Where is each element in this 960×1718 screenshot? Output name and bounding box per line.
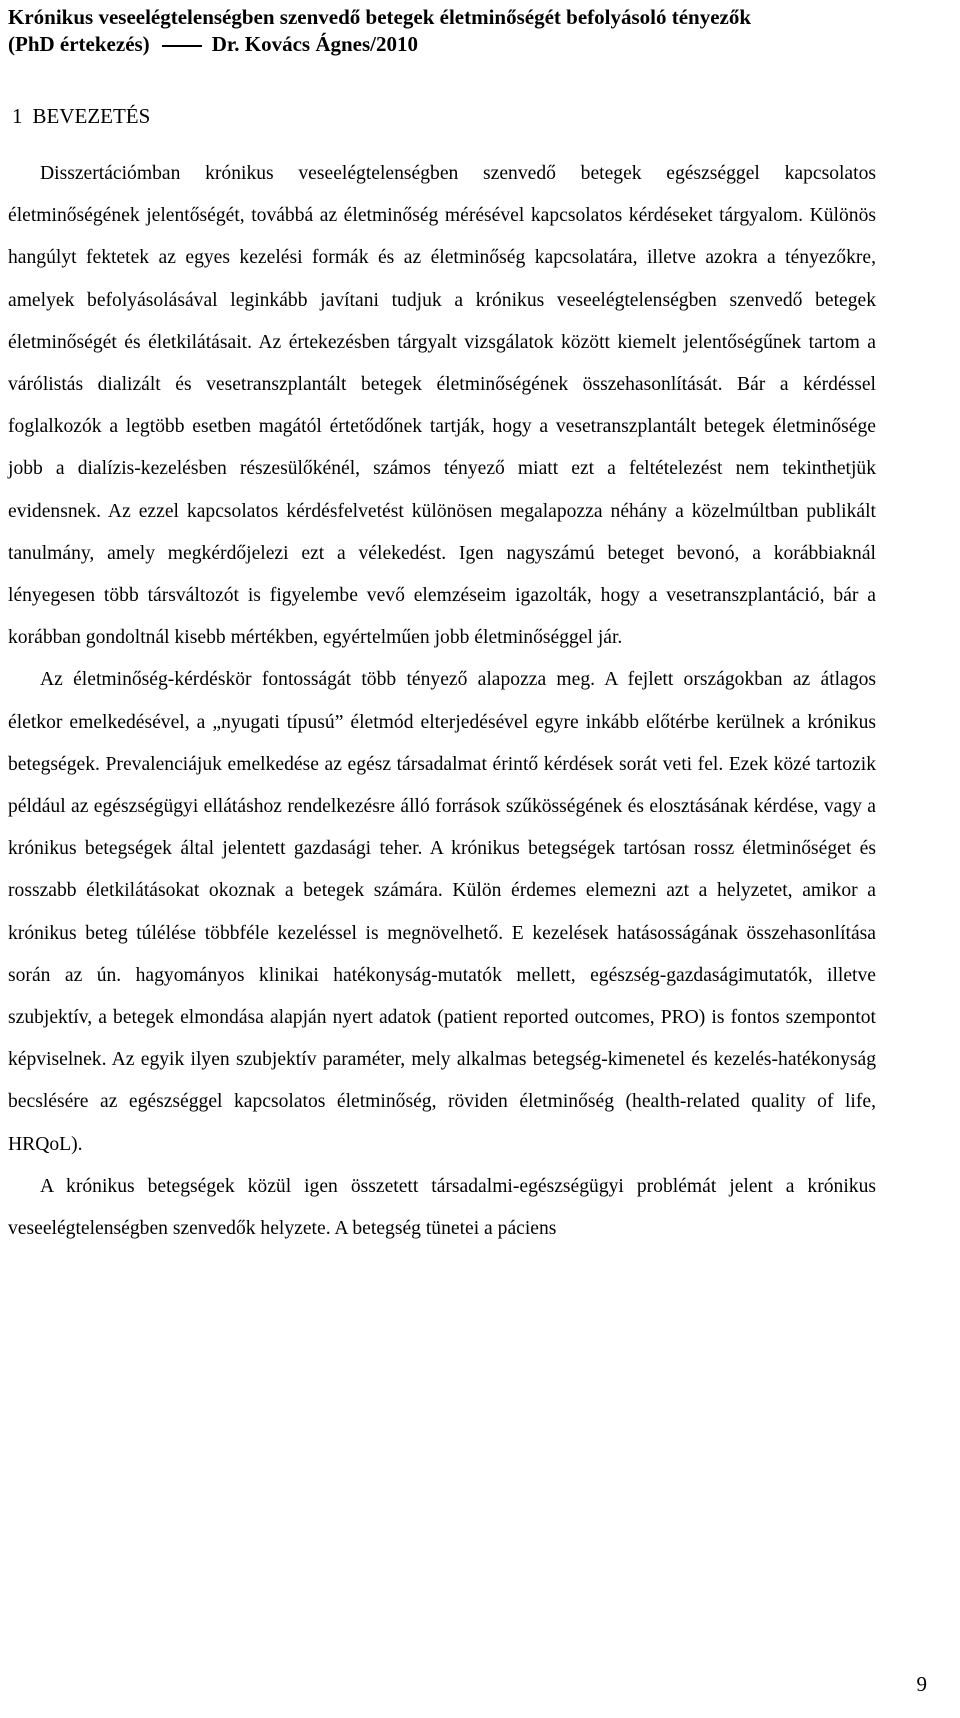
- title-line-2: [8, 31, 876, 58]
- section-title: BEVEZETÉS: [32, 104, 151, 128]
- paragraph-3: A krónikus betegségek közül igen összetett társadalmi-egészségügyi problémát jelent a krónikus veseelégtelenségben szenvedők helyzete. A betegség tünetei a páciens: [8, 1175, 876, 1240]
- page-number: 9: [916, 1672, 927, 1696]
- document-title: [8, 4, 876, 58]
- paragraph-2: Az életminőség-kérdéskör fontosságát több tényező alapozza meg. A fejlett országokban az átlagos életkor emelkedésével, a „nyugati típusú” életmód elterjedésével egyre inkább előtérbe kerülnek a krónikus betegségek. Prevalenciájuk emelkedése az egész társadalmat érintő kérdések sorát veti fel. Ezek közé tartozik például az egészségügyi ellátáshoz rendelkezésre álló források szűkösségének és elosztásának kérdése, vagy a krónikus betegségek által jelentett gazdasági teher. A krónikus betegségek tartósan rossz életminőséget és rosszabb életkilátásokat okoznak a betegek számára. Külön érdemes elemezni azt a helyzetet, amikor a krónikus beteg túlélése többféle kezeléssel is megnövelhető. E kezelések hatásosságának összehasonlítása során az ún. hagyományos klinikai hatékonyság-mutatók mellett, egészség-gazdaságimutatók, illetve szubjektív, a betegek elmondása alapján nyert adatok (patient reported outcomes, PRO) is fontos szempontot képviselnek. Az egyik ilyen szubjektív paraméter, mely alkalmas betegség-kimenetel és kezelés-hatékonyság becslésére az egészséggel kapcsolatos életminőség, röviden életminőség (health-related quality of life, HRQoL).: [8, 669, 876, 1155]
- section-heading: [12, 102, 876, 130]
- title-line-1: Krónikus veseelégtelenségben szenvedő betegek életminőségét befolyásoló tényezők: [8, 5, 752, 29]
- paragraph-1: Disszertációmban krónikus veseelégtelenségben szenvedő betegek egészséggel kapcsolatos életminőségének jelentőségét, továbbá az életminőség mérésével kapcsolatos kérdéseket tárgyalom. Különös hangúlyt fektetek az egyes kezelési formák és az életminőség kapcsolatára, illetve azokra a tényezőkre, amelyek befolyásolásával leginkább javítani tudjuk a krónikus veseelégtelenségben szenvedő betegek életminőségét és életkilátásait. Az értekezésben tárgyalt vizsgálatok között kiemelt jelentőségűnek tartom a várólistás dializált és vesetranszplantált betegek életminőségének összehasonlítását. Bár a kérdéssel foglalkozók a legtöbb esetben magától értetődőnek tartják, hogy a vesetranszplantált betegek életminősége jobb a dialízis-kezelésben részesülőkénél, számos tényező miatt ezt a feltételezést nem tekinthetjük evidensnek. Az ezzel kapcsolatos kérdésfelvetést különösen megalapozza néhány a közelmúltban publikált tanulmány, amely megkérdőjelezi ezt a vélekedést. Igen nagyszámú beteget bevonó, a korábbiaknál lényegesen több társváltozót is figyelembe vevő elemzéseim igazolták, hogy a vesetranszplantáció, bár a korábban gondoltnál kisebb mértékben, egyértelműen jobb életminőséggel jár.: [8, 163, 876, 649]
- document-page: [8, 0, 876, 1250]
- title-dash-divider: [162, 45, 202, 47]
- section-number: 1: [12, 104, 23, 128]
- title-author-year: Dr. Kovács Ágnes/2010: [211, 32, 418, 56]
- title-thesis-type: (PhD értekezés): [8, 32, 150, 56]
